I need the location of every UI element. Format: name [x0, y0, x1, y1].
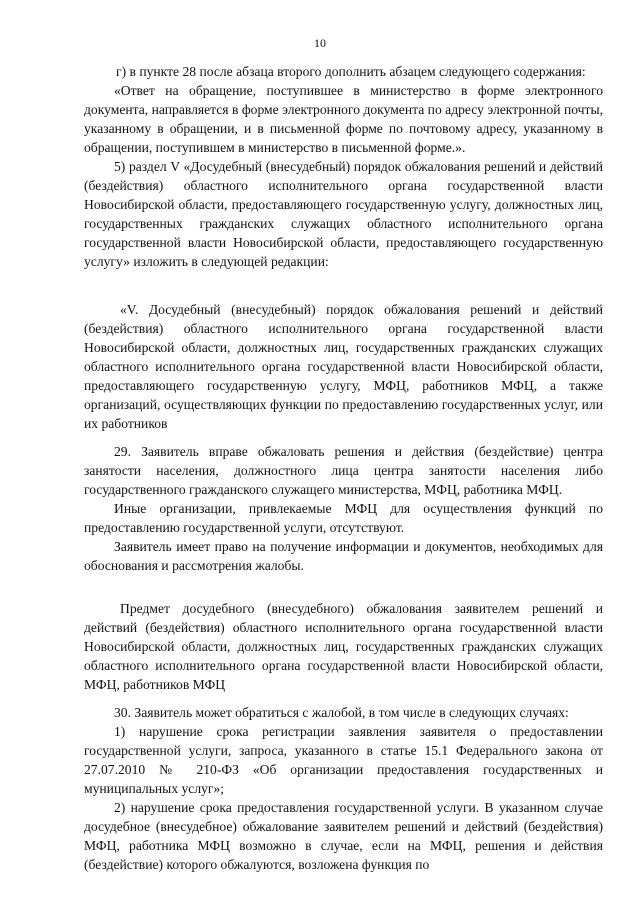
paragraph: 5) раздел V «Досудебный (внесудебный) порядок обжалования решений и действий (бездействия) областного исполнительного органа государственной власти Новосибирской области, предоставляющего государственную услугу, должностных лиц, государственных гражданских служащих областного исполнительного органа государственной власти Новосибирской области, предоставляющего государственную услугу» изложить в следующей редакции: — [84, 159, 603, 269]
section-heading — [84, 300, 603, 433]
amendment-section — [84, 62, 603, 271]
paragraph: г) в пункте 28 после абзаца второго дополнить абзацем следующего содержания: — [116, 64, 586, 79]
item-29 — [84, 442, 603, 575]
section-v-title: «V. Досудебный (внесудебный) порядок обжалования решений и действий (бездействия) областного исполнительного органа государственной власти Новосибирской области, должностных лиц, государственных гражданских служащих областного исполнительного органа государственной власти Новосибирской области, предоставляющего государственную услугу, МФЦ, работников МФЦ, а также организаций, осуществляющих функции по предоставлению государственных услуг, или их работников — [84, 302, 603, 431]
list-item: 1) нарушение срока регистрации заявления заявителя о предоставлении государственной услуги, запроса, указанного в статье 15.1 Федерального закона от 27.07.2010 № 210-ФЗ «Об организации предоставления государственных и муниципальных услуг»; — [84, 724, 603, 796]
paragraph: Иные организации, привлекаемые МФЦ для осуществления функций по предоставлению государственной услуги, отсутствуют. — [84, 501, 603, 535]
quoted-paragraph: «Ответ на обращение, поступившее в министерство в форме электронного документа, направляется в форме электронного документа по адресу электронной почты, указанному в обращении, и в письменной форме по почтовому адресу, указанному в обращении, поступившем в министерство в письменной форме.». — [84, 83, 603, 155]
subject-of-appeal-title: Предмет досудебного (внесудебного) обжалования заявителем решений и действий (бездействия) областного исполнительного органа государственной власти Новосибирской области, должностных лиц, государственных гражданских служащих областного исполнительного органа государственной власти Новосибирской области, МФЦ, работников МФЦ — [84, 601, 603, 692]
list-item: 2) нарушение срока предоставления государственной услуги. В указанном случае досудебное (внесудебное) обжалование заявителем решений и действий (бездействия) МФЦ, работника МФЦ возможно в случае, если на МФЦ, решения и действия (бездействие) которого обжалуются, возложена функция по — [84, 800, 603, 872]
subsection-heading — [84, 599, 603, 694]
paragraph: 30. Заявитель может обратиться с жалобой, в том числе в следующих случаях: — [114, 705, 569, 720]
paragraph: Заявитель имеет право на получение информации и документов, необходимых для обоснования и рассмотрения жалобы. — [84, 539, 603, 573]
paragraph: 29. Заявитель вправе обжаловать решения и действия (бездействие) центра занятости населения, должностного лица центра занятости населения либо государственного гражданского служащего министерства, МФЦ, работника МФЦ. — [84, 444, 603, 497]
page-number: 10 — [314, 36, 326, 50]
item-30 — [84, 703, 603, 874]
